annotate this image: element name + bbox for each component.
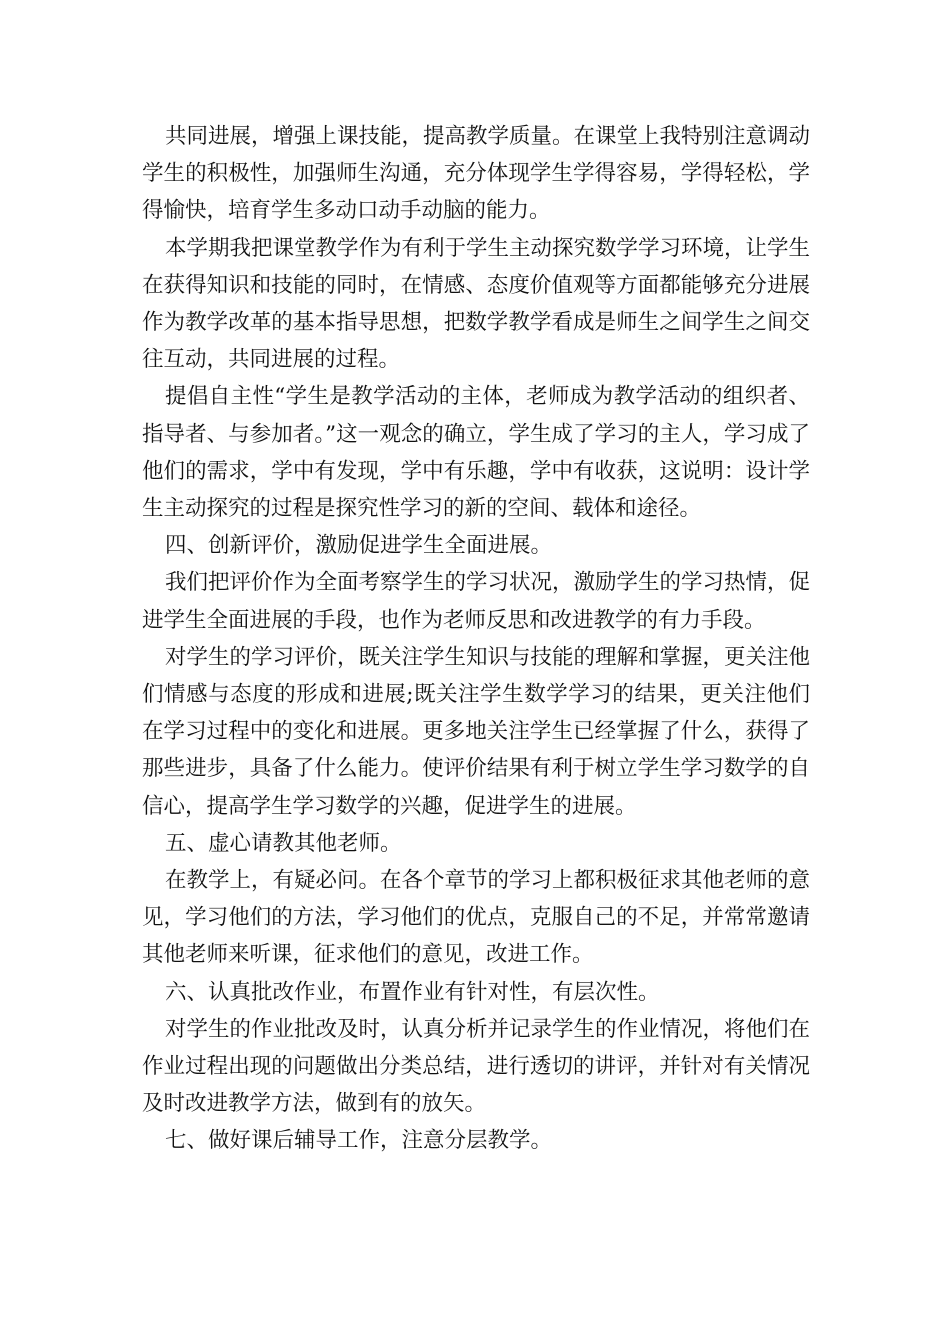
paragraph: 在教学上，有疑必问。在各个章节的学习上都积极征求其他老师的意见，学习他们的方法，学习他们的优点，克服自己的不足，并常常邀请其他老师来听课，征求他们的意见，改进工作。 (142, 868, 811, 968)
paragraph: 本学期我把课堂教学作为有利于学生主动探究数学学习环境，让学生在获得知识和技能的同时，在情感、态度价值观等方面都能够充分进展作为教学改革的基本指导思想，把数学教学看成是师生之间学生之间交往互动，共同进展的过程。 (142, 235, 811, 373)
section-heading: 四、创新评价，激励促进学生全面进展。 (165, 533, 553, 559)
paragraph: 提倡自主性“学生是教学活动的主体，老师成为教学活动的组织者、指导者、与参加者。”这一观念的确立，学生成了学习的主人，学习成了他们的需求，学中有发现，学中有乐趣，学中有收获，这说明：设计学生主动探究的过程是探究性学习的新的空间、载体和途径。 (142, 384, 810, 522)
section-heading: 六、认真批改作业，布置作业有针对性，有层次性。 (165, 979, 660, 1005)
section-heading: 七、做好课后辅导工作，注意分层教学。 (165, 1128, 553, 1154)
section-heading: 五、虚心请教其他老师。 (165, 830, 402, 856)
paragraph: 对学生的学习评价，既关注学生知识与技能的理解和掌握，更关注他们情感与态度的形成和进展;既关注学生数学学习的结果，更关注他们在学习过程中的变化和进展。更多地关注学生已经掌握了什么，获得了那些进步，具备了什么能力。使评价结果有利于树立学生学习数学的自信心，提高学生学习数学的兴趣，促进学生的进展。 (142, 644, 811, 819)
document-body (142, 118, 810, 1160)
paragraph: 对学生的作业批改及时，认真分析并记录学生的作业情况，将他们在作业过程出现的问题做出分类总结，进行透切的讲评，并针对有关情况及时改进教学方法，做到有的放矢。 (142, 1016, 811, 1117)
paragraph: 共同进展，增强上课技能，提高教学质量。在课堂上我特别注意调动学生的积极性，加强师生沟通，充分体现学生学得容易，学得轻松，学得愉快，培育学生多动口动手动脑的能力。 (142, 124, 811, 224)
paragraph: 我们把评价作为全面考察学生的学习状况，激励学生的学习热情，促进学生全面进展的手段，也作为老师反思和改进教学的有力手段。 (142, 570, 811, 633)
